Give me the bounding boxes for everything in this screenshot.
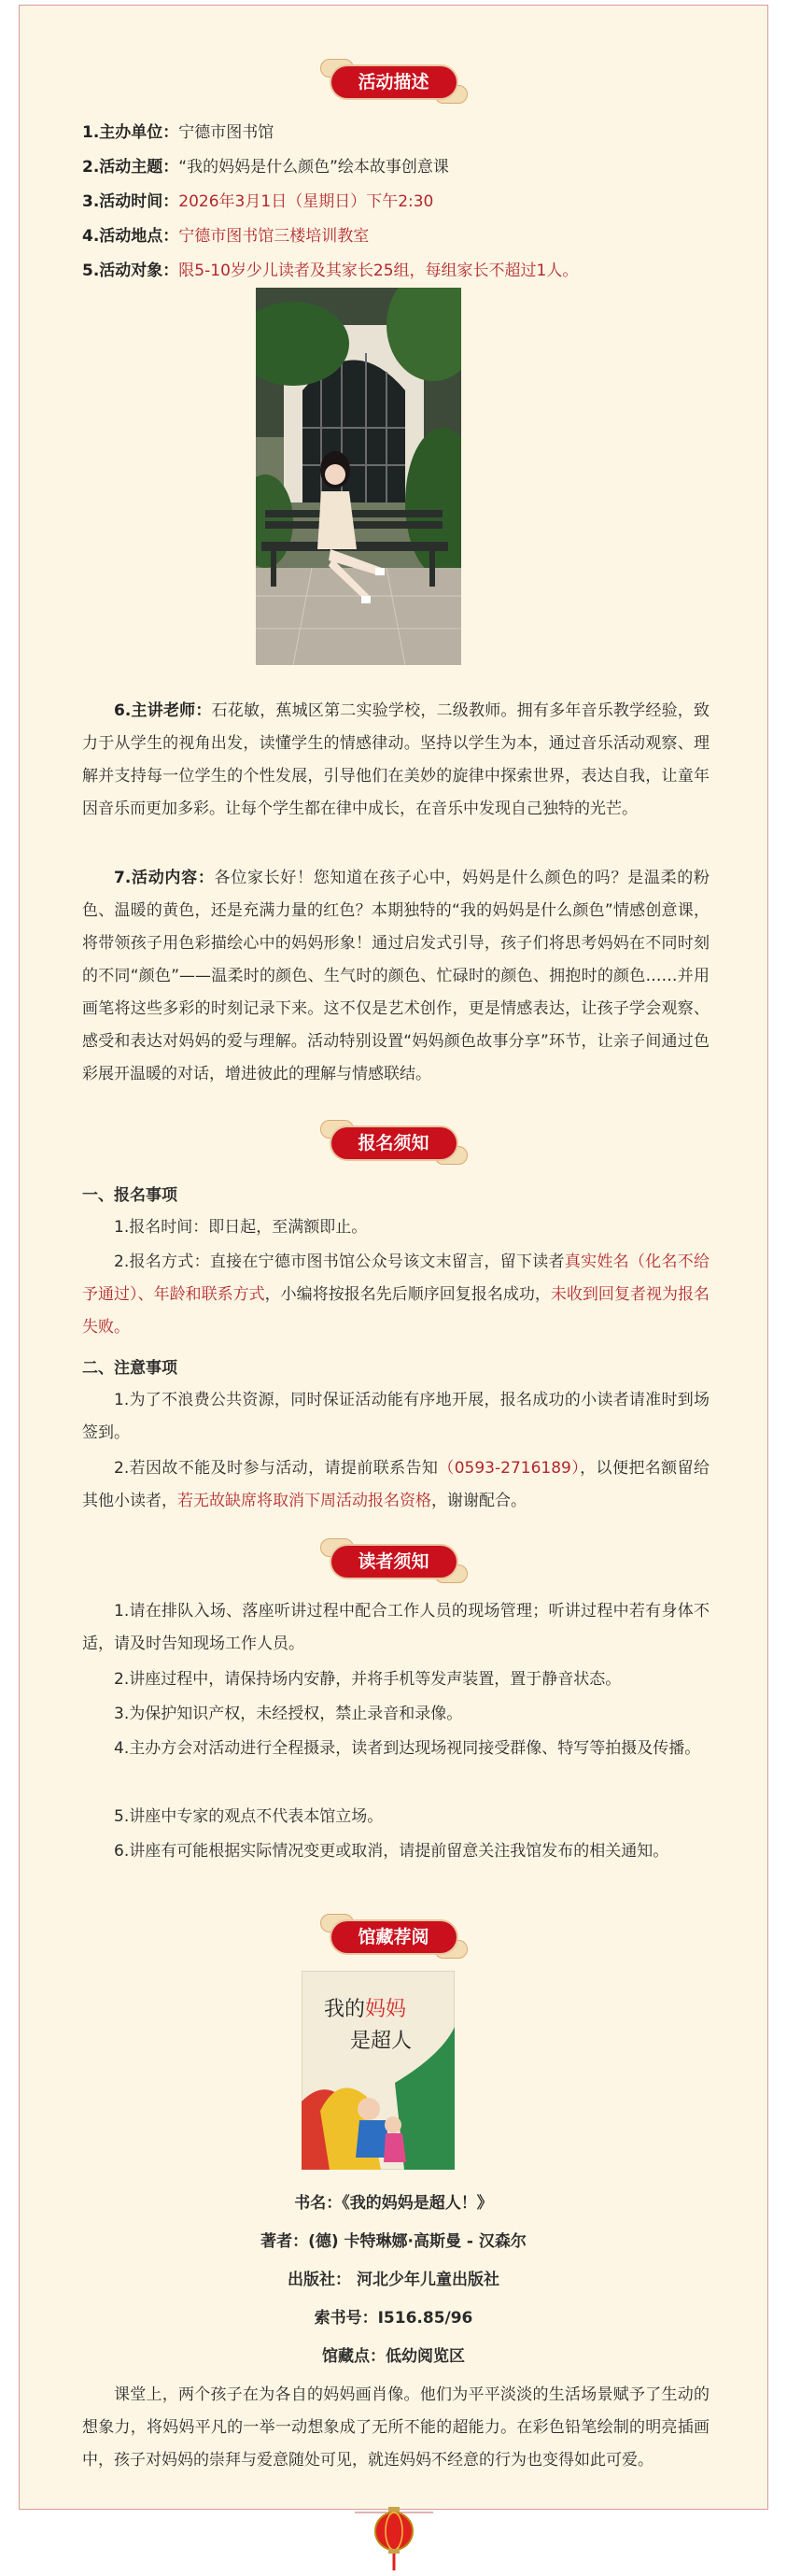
- section-title-recommend: 馆藏荐阅: [324, 1914, 464, 1959]
- info-host: 1.主办单位：宁德市图书馆: [82, 123, 274, 142]
- book-call-number: 索书号：I516.85/96: [314, 2309, 473, 2328]
- teacher-photo: [256, 288, 461, 665]
- book-cover-title-1: 我的: [324, 1998, 366, 2021]
- lantern-icon: [355, 2503, 433, 2572]
- teacher-paragraph: 6.主讲老师：石花敏，蕉城区第二实验学校，二级教师。拥有多年音乐教学经验，致力于从学生的视角出发，读懂学生的情感律动。坚持以学生为本，通过音乐活动观察、理解并支持每一位学生的个性发展，引导他们在美妙的旋律中探索世界，表达自我，让童年因音乐而更加多彩。让每个学生都在律中成长，在音乐中发现自己独特的光芒。: [82, 701, 710, 818]
- book-cover: [302, 1971, 455, 2170]
- notice-item-1: 1.为了不浪费公共资源，同时保证活动能有序地开展，报名成功的小读者请准时到场签到。: [82, 1391, 710, 1442]
- book-location: 馆藏点：低幼阅览区: [322, 2347, 465, 2366]
- info-target: 5.活动对象：限5-10岁少儿读者及其家长25组，每组家长不超过1人。: [82, 262, 579, 280]
- book-cover-title-2: 妈妈: [365, 1998, 407, 2021]
- reader-item-3: 3.为保护知识产权，未经授权，禁止录音和录像。: [114, 1705, 463, 1723]
- info-theme: 2.活动主题：“我的妈妈是什么颜色”绘本故事创意课: [82, 158, 449, 177]
- book-intro: 课堂上，两个孩子在为各自的妈妈画肖像。他们为平平淡淡的生活场景赋予了生动的想象力，将妈妈平凡的一举一动想象成了无所不能的超能力。在彩色铅笔绘制的明亮插画中，孩子对妈妈的崇拜与爱意随处可见，就连妈妈不经意的行为也变得如此可爱。: [82, 2385, 710, 2470]
- registration-time: 1.报名时间：即日起，至满额即止。: [114, 1218, 368, 1237]
- section-title-activity: 活动描述: [324, 59, 464, 104]
- section-title-reader: 读者须知: [324, 1538, 464, 1583]
- reader-item-1: 1.请在排队入场、落座听讲过程中配合工作人员的现场管理；听讲过程中若有身体不适，请及时告知现场工作人员。: [82, 1602, 710, 1653]
- registration-method: 2.报名方式：直接在宁德市图书馆公众号该文末留言，留下读者真实姓名（化名不给予通过）、年龄和联系方式，小编将按报名先后顺序回复报名成功，未收到回复者视为报名失败。: [82, 1253, 710, 1337]
- reader-item-2: 2.讲座过程中，请保持场内安静，并将手机等发声装置，置于静音状态。: [114, 1670, 622, 1689]
- info-time: 3.活动时间：2026年3月1日（星期日）下午2:30: [82, 192, 434, 211]
- reader-item-4: 4.主办方会对活动进行全程摄录，读者到达现场视同接受群像、特写等拍摄及传播。: [114, 1739, 701, 1758]
- book-publisher: 出版社： 河北少年儿童出版社: [288, 2271, 499, 2289]
- section-title-registration: 报名须知: [324, 1120, 464, 1165]
- registration-heading-1: 一、报名事项: [82, 1186, 177, 1205]
- book-cover-title-3: 是超人: [350, 2030, 413, 2053]
- reader-item-6: 6.讲座有可能根据实际情况变更或取消，请提前留意关注我馆发布的相关通知。: [114, 1842, 669, 1861]
- content-paragraph: 7.活动内容：各位家长好！您知道在孩子心中，妈妈是什么颜色的吗？是温柔的粉色、温暖的黄色，还是充满力量的红色？本期独特的“我的妈妈是什么颜色”情感创意课，将带领孩子用色彩描绘心中的妈妈形象！通过启发式引导，孩子们将思考妈妈在不同时刻的不同“颜色”——温柔时的颜色、生气时的颜色、忙碌时的颜色、拥抱时的颜色……并用画笔将这些多彩的时刻记录下来。这不仅是艺术创作，更是情感表达，让孩子学会观察、感受和表达对妈妈的爱与理解。活动特别设置“妈妈颜色故事分享”环节，让亲子间通过色彩展开温暖的对话，增进彼此的理解与情感联结。: [82, 869, 710, 1083]
- registration-heading-2: 二、注意事项: [82, 1359, 177, 1378]
- info-place: 4.活动地点：宁德市图书馆三楼培训教室: [82, 227, 370, 246]
- notice-item-2: 2.若因故不能及时参与活动，请提前联系告知（0593-2716189），以便把名额留给其他小读者，若无故缺席将取消下周活动报名资格，谢谢配合。: [82, 1459, 710, 1510]
- reader-item-5: 5.讲座中专家的观点不代表本馆立场。: [114, 1807, 384, 1826]
- book-author: 著者：(德) 卡特琳娜·高斯曼 - 汉森尔: [260, 2232, 527, 2251]
- book-name: 书名：《我的妈妈是超人！》: [294, 2194, 493, 2213]
